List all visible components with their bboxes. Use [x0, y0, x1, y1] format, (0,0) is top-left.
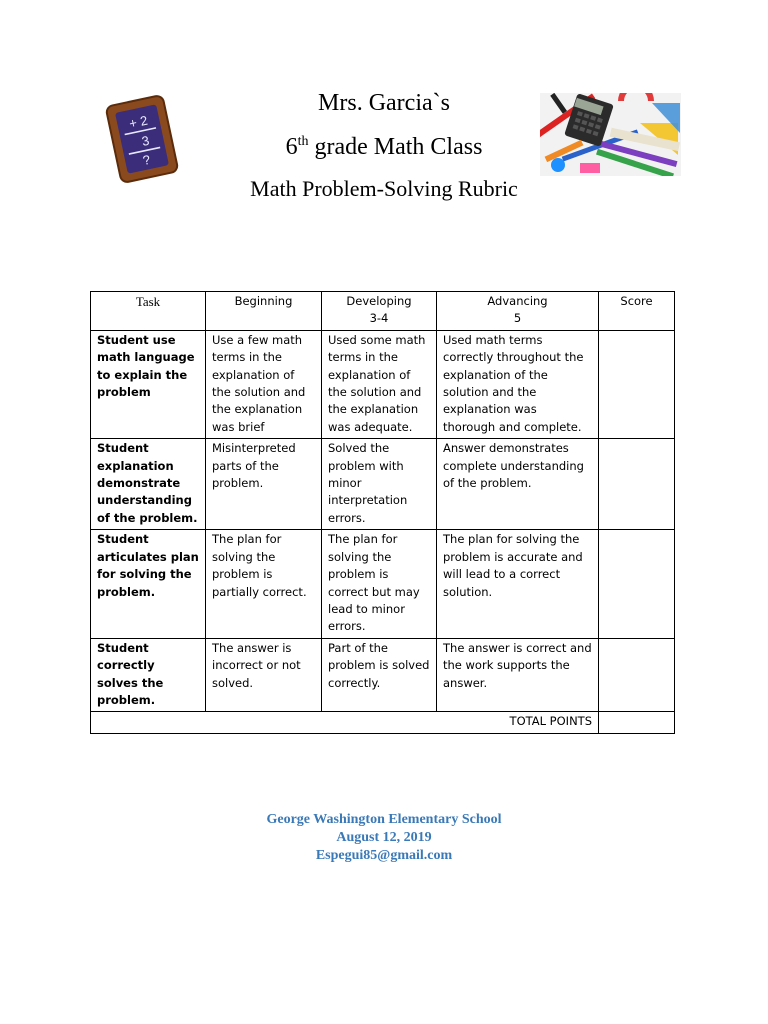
grade-ordinal: th: [297, 134, 309, 149]
developing-cell: Part of the problem is solved correctly.: [322, 638, 437, 712]
criterion-cell: Student use math language to explain the problem: [91, 330, 206, 438]
header-advancing: [437, 292, 599, 331]
table-row: [91, 439, 675, 530]
score-cell[interactable]: [599, 439, 675, 530]
criterion-cell: Student articulates plan for solving the problem.: [91, 530, 206, 638]
header-developing: [322, 292, 437, 331]
beginning-cell: Use a few math terms in the explanation of the solution and the explanation was brief: [206, 330, 322, 438]
school-name: George Washington Elementary School: [266, 812, 502, 827]
math-supplies-image: [540, 93, 681, 176]
score-cell[interactable]: [599, 330, 675, 438]
chalk-line-3: ?: [141, 151, 152, 169]
header-advancing-points: 5: [513, 311, 522, 326]
advancing-cell: The plan for solving the problem is accurate and will lead to a correct solution.: [437, 530, 599, 638]
date: August 12, 2019: [336, 830, 432, 845]
table-row: [91, 638, 675, 712]
beginning-cell: The answer is incorrect or not solved.: [206, 638, 322, 712]
score-cell[interactable]: [599, 530, 675, 638]
header-developing-label: Developing: [346, 294, 412, 308]
total-row: [91, 712, 675, 733]
developing-cell: Solved the problem with minor interpretation errors.: [322, 439, 437, 530]
chalk-line-1: + 2: [127, 112, 149, 132]
advancing-cell: Answer demonstrates complete understanding of the problem.: [437, 439, 599, 530]
score-cell[interactable]: [599, 638, 675, 712]
teacher-name: Mrs. Garcia`s: [318, 90, 450, 116]
total-points-cell[interactable]: [599, 712, 675, 733]
header-row: [91, 292, 675, 331]
table-row: [91, 530, 675, 638]
criterion-cell: Student correctly solves the problem.: [91, 638, 206, 712]
grade-number: 6: [285, 134, 298, 160]
criterion-cell: Student explanation demonstrate understanding of the problem.: [91, 439, 206, 530]
rubric-title: Math Problem-Solving Rubric: [250, 176, 518, 201]
rubric-table: [90, 291, 675, 734]
contact-email[interactable]: Espegui85@gmail.com: [315, 848, 453, 863]
advancing-cell: The answer is correct and the work supports the answer.: [437, 638, 599, 712]
advancing-cell: Used math terms correctly throughout the explanation of the solution and the explanation was thorough and complete.: [437, 330, 599, 438]
class-name: grade Math Class: [308, 134, 483, 160]
header-task: Task: [91, 292, 206, 331]
header-developing-points: 3-4: [369, 311, 389, 326]
developing-cell: The plan for solving the problem is correct but may lead to minor errors.: [322, 530, 437, 638]
developing-cell: Used some math terms in the explanation of the solution and the explanation was adequate.: [322, 330, 437, 438]
header-score: Score: [599, 292, 675, 331]
beginning-cell: Misinterpreted parts of the problem.: [206, 439, 322, 530]
chalk-line-2: 3: [140, 132, 151, 149]
header-advancing-label: Advancing: [487, 294, 548, 308]
beginning-cell: The plan for solving the problem is partially correct.: [206, 530, 322, 638]
total-points-label: TOTAL POINTS: [91, 712, 599, 733]
header-beginning: Beginning: [206, 292, 322, 331]
table-row: [91, 330, 675, 438]
